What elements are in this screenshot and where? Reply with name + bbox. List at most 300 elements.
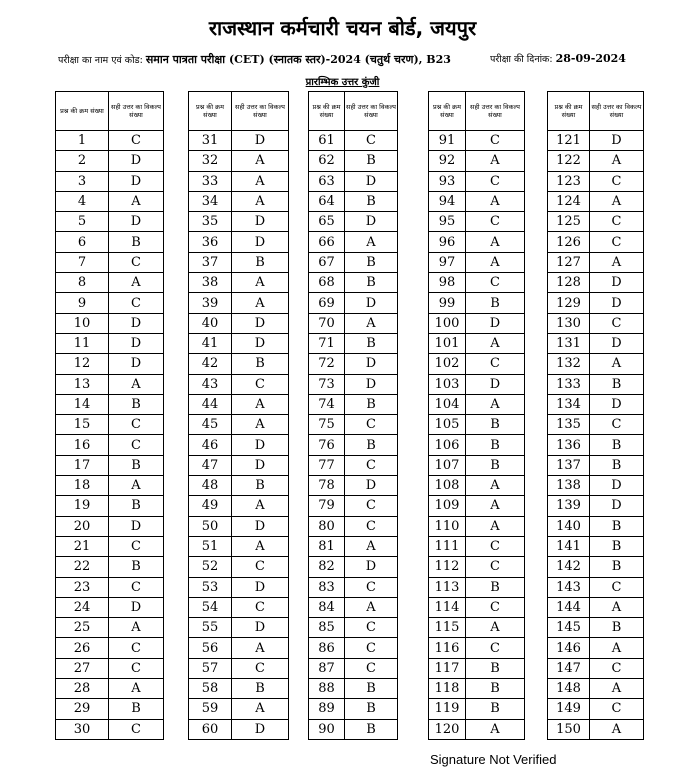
table-row <box>189 354 289 374</box>
answer-option: C <box>345 131 398 151</box>
table-row <box>189 455 289 475</box>
question-number: 140 <box>548 516 590 536</box>
question-number: 112 <box>429 557 466 577</box>
answer-option: B <box>590 455 644 475</box>
table-row <box>189 171 289 191</box>
table-row <box>309 333 398 353</box>
table-row <box>189 151 289 171</box>
answer-option: B <box>345 394 398 414</box>
table-row <box>189 699 289 719</box>
question-number: 51 <box>189 536 232 556</box>
answer-option: B <box>109 699 164 719</box>
answer-option: A <box>109 679 164 699</box>
answer-option: C <box>590 415 644 435</box>
answer-option-header: सही उत्तर का विकल्प संख्या <box>232 92 289 131</box>
exam-name-line <box>58 52 451 67</box>
answer-option: D <box>590 273 644 293</box>
answer-option: B <box>466 455 525 475</box>
table-row <box>309 638 398 658</box>
question-number: 4 <box>56 191 109 211</box>
question-number: 99 <box>429 293 466 313</box>
table-row <box>548 638 644 658</box>
answer-option: B <box>345 719 398 739</box>
table-row <box>548 476 644 496</box>
answer-option: D <box>109 171 164 191</box>
question-number: 136 <box>548 435 590 455</box>
answer-option: B <box>345 151 398 171</box>
table-row <box>548 232 644 252</box>
question-number: 102 <box>429 354 466 374</box>
question-number: 107 <box>429 455 466 475</box>
answer-option: C <box>109 435 164 455</box>
answer-option: B <box>590 516 644 536</box>
answer-option: C <box>590 171 644 191</box>
page-title: राजस्थान कर्मचारी चयन बोर्ड, जयपुर <box>208 16 477 40</box>
table-row <box>56 252 164 272</box>
table-row <box>56 354 164 374</box>
question-number: 135 <box>548 415 590 435</box>
question-number: 148 <box>548 679 590 699</box>
answer-key-table <box>188 91 289 740</box>
answer-option: C <box>109 577 164 597</box>
question-number: 97 <box>429 252 466 272</box>
answer-option: B <box>345 252 398 272</box>
table-row <box>189 131 289 151</box>
question-number: 50 <box>189 516 232 536</box>
table-row <box>189 232 289 252</box>
answer-option: C <box>109 658 164 678</box>
table-row <box>56 415 164 435</box>
question-number: 62 <box>309 151 345 171</box>
table-row <box>309 719 398 739</box>
question-number: 37 <box>189 252 232 272</box>
question-number: 75 <box>309 415 345 435</box>
question-number: 149 <box>548 699 590 719</box>
answer-option: D <box>109 597 164 617</box>
answer-option-header: सही उत्तर का विकल्प संख्या <box>466 92 525 131</box>
question-number: 48 <box>189 476 232 496</box>
table-row <box>309 374 398 394</box>
question-number: 120 <box>429 719 466 739</box>
table-row <box>548 252 644 272</box>
table-row <box>56 618 164 638</box>
question-number: 18 <box>56 476 109 496</box>
table-row <box>548 516 644 536</box>
table-row <box>429 496 525 516</box>
answer-option: C <box>109 293 164 313</box>
table-row <box>429 536 525 556</box>
table-header-row <box>56 92 164 131</box>
table-row <box>429 618 525 638</box>
question-number: 121 <box>548 131 590 151</box>
question-number: 1 <box>56 131 109 151</box>
answer-option: A <box>109 618 164 638</box>
question-number: 130 <box>548 313 590 333</box>
question-number: 142 <box>548 557 590 577</box>
table-row <box>56 557 164 577</box>
table-row <box>309 679 398 699</box>
table-row <box>548 212 644 232</box>
question-number: 133 <box>548 374 590 394</box>
answer-option: B <box>590 618 644 638</box>
answer-option: A <box>466 719 525 739</box>
question-number: 16 <box>56 435 109 455</box>
answer-key-table <box>547 91 644 740</box>
table-row <box>429 577 525 597</box>
answer-option: C <box>232 597 289 617</box>
table-row <box>309 354 398 374</box>
question-number: 6 <box>56 232 109 252</box>
answer-option: A <box>345 536 398 556</box>
answer-option: D <box>466 313 525 333</box>
question-number: 24 <box>56 597 109 617</box>
table-row <box>189 679 289 699</box>
table-row <box>309 293 398 313</box>
question-number: 123 <box>548 171 590 191</box>
answer-option: C <box>345 516 398 536</box>
answer-option: C <box>345 577 398 597</box>
answer-option: C <box>466 273 525 293</box>
table-row <box>309 394 398 414</box>
question-number: 92 <box>429 151 466 171</box>
question-number: 65 <box>309 212 345 232</box>
table-row <box>189 597 289 617</box>
answer-option: C <box>232 374 289 394</box>
table-row <box>548 597 644 617</box>
table-row <box>309 273 398 293</box>
question-number: 57 <box>189 658 232 678</box>
table-row <box>548 374 644 394</box>
answer-option: B <box>345 333 398 353</box>
table-row <box>309 516 398 536</box>
question-number: 95 <box>429 212 466 232</box>
table-row <box>429 658 525 678</box>
question-number: 137 <box>548 455 590 475</box>
question-number: 128 <box>548 273 590 293</box>
answer-option: A <box>466 232 525 252</box>
question-number: 132 <box>548 354 590 374</box>
answer-option: A <box>232 496 289 516</box>
question-number: 30 <box>56 719 109 739</box>
question-number: 146 <box>548 638 590 658</box>
answer-option: B <box>109 394 164 414</box>
question-number: 12 <box>56 354 109 374</box>
question-number: 96 <box>429 232 466 252</box>
table-row <box>429 679 525 699</box>
table-row <box>56 394 164 414</box>
answer-option: D <box>590 131 644 151</box>
answer-option: C <box>466 131 525 151</box>
table-row <box>548 273 644 293</box>
table-row <box>189 394 289 414</box>
answer-option: D <box>232 131 289 151</box>
answer-option: D <box>590 496 644 516</box>
question-number: 3 <box>56 171 109 191</box>
answer-option: B <box>345 435 398 455</box>
answer-option: C <box>590 212 644 232</box>
answer-option: A <box>590 638 644 658</box>
answer-option: D <box>345 171 398 191</box>
question-number: 71 <box>309 333 345 353</box>
question-number: 100 <box>429 313 466 333</box>
table-row <box>309 597 398 617</box>
table-row <box>189 577 289 597</box>
question-number: 46 <box>189 435 232 455</box>
question-number: 143 <box>548 577 590 597</box>
question-number: 125 <box>548 212 590 232</box>
answer-option: D <box>109 516 164 536</box>
table-row <box>429 293 525 313</box>
answer-option: D <box>345 557 398 577</box>
answer-option: C <box>466 597 525 617</box>
table-row <box>429 131 525 151</box>
table-row <box>429 638 525 658</box>
answer-option: A <box>345 597 398 617</box>
table-row <box>429 171 525 191</box>
question-number-header: प्रश्न की क्रम संख्या <box>548 92 590 131</box>
table-row <box>548 293 644 313</box>
answer-option: C <box>590 232 644 252</box>
table-row <box>429 333 525 353</box>
table-row <box>548 191 644 211</box>
table-row <box>309 536 398 556</box>
table-row <box>429 191 525 211</box>
question-number: 66 <box>309 232 345 252</box>
question-number: 111 <box>429 536 466 556</box>
table-row <box>548 131 644 151</box>
question-number: 78 <box>309 476 345 496</box>
table-row <box>189 638 289 658</box>
question-number: 91 <box>429 131 466 151</box>
table-row <box>548 415 644 435</box>
answer-option: C <box>345 455 398 475</box>
table-row <box>548 719 644 739</box>
table-row <box>548 577 644 597</box>
question-number: 70 <box>309 313 345 333</box>
answer-option: B <box>466 293 525 313</box>
answer-option-header: सही उत्तर का विकल्प संख्या <box>109 92 164 131</box>
answer-option: B <box>590 435 644 455</box>
table-row <box>189 374 289 394</box>
question-number: 35 <box>189 212 232 232</box>
question-number: 147 <box>548 658 590 678</box>
answer-option: C <box>345 638 398 658</box>
answer-option: C <box>232 557 289 577</box>
table-row <box>56 232 164 252</box>
table-row <box>548 354 644 374</box>
question-number: 63 <box>309 171 345 191</box>
question-number: 126 <box>548 232 590 252</box>
table-row <box>548 679 644 699</box>
table-row <box>189 516 289 536</box>
table-row <box>309 658 398 678</box>
answer-option: A <box>232 415 289 435</box>
question-number: 39 <box>189 293 232 313</box>
table-row <box>56 131 164 151</box>
table-row <box>429 151 525 171</box>
table-row <box>309 699 398 719</box>
table-row <box>189 191 289 211</box>
table-row <box>429 557 525 577</box>
exam-date: 28-09-2024 <box>555 52 626 65</box>
answer-option: A <box>466 191 525 211</box>
table-row <box>429 516 525 536</box>
answer-option: D <box>109 313 164 333</box>
answer-option: B <box>345 679 398 699</box>
answer-option: A <box>345 232 398 252</box>
answer-key-table <box>308 91 398 740</box>
question-number: 61 <box>309 131 345 151</box>
answer-option-header: सही उत्तर का विकल्प संख्या <box>345 92 398 131</box>
question-number: 45 <box>189 415 232 435</box>
answer-option: B <box>109 557 164 577</box>
table-row <box>189 719 289 739</box>
table-row <box>56 699 164 719</box>
table-row <box>189 435 289 455</box>
question-number: 85 <box>309 618 345 638</box>
question-number: 49 <box>189 496 232 516</box>
question-number: 141 <box>548 536 590 556</box>
table-row <box>548 618 644 638</box>
table-row <box>56 597 164 617</box>
table-row <box>56 191 164 211</box>
answer-option: A <box>109 191 164 211</box>
answer-option: C <box>345 618 398 638</box>
question-number: 73 <box>309 374 345 394</box>
answer-key-table <box>428 91 525 740</box>
answer-option: B <box>466 415 525 435</box>
question-number: 101 <box>429 333 466 353</box>
table-row <box>429 455 525 475</box>
question-number: 47 <box>189 455 232 475</box>
table-row <box>548 313 644 333</box>
question-number: 114 <box>429 597 466 617</box>
exam-name: समान पात्रता परीक्षा (CET) (स्नातक स्तर)-2024 (चतुर्थ चरण), B23 <box>145 53 451 66</box>
table-row <box>189 536 289 556</box>
question-number: 150 <box>548 719 590 739</box>
question-number: 84 <box>309 597 345 617</box>
answer-option: D <box>109 212 164 232</box>
table-row <box>56 273 164 293</box>
answer-option: C <box>109 252 164 272</box>
question-number: 68 <box>309 273 345 293</box>
table-row <box>56 719 164 739</box>
answer-option: C <box>590 699 644 719</box>
table-row <box>189 313 289 333</box>
question-number: 54 <box>189 597 232 617</box>
question-number: 67 <box>309 252 345 272</box>
table-row <box>189 333 289 353</box>
table-row <box>56 333 164 353</box>
answer-option: A <box>345 313 398 333</box>
table-row <box>429 252 525 272</box>
question-number: 40 <box>189 313 232 333</box>
question-number: 86 <box>309 638 345 658</box>
question-number: 94 <box>429 191 466 211</box>
answer-option: D <box>466 374 525 394</box>
table-row <box>548 658 644 678</box>
question-number: 98 <box>429 273 466 293</box>
table-row <box>429 435 525 455</box>
answer-option: B <box>466 658 525 678</box>
question-number: 76 <box>309 435 345 455</box>
exam-date-line <box>490 52 626 65</box>
table-row <box>56 435 164 455</box>
question-number: 115 <box>429 618 466 638</box>
answer-option: A <box>232 638 289 658</box>
table-row <box>429 273 525 293</box>
table-row <box>429 719 525 739</box>
question-number: 42 <box>189 354 232 374</box>
answer-option: B <box>466 679 525 699</box>
question-number: 104 <box>429 394 466 414</box>
question-number: 90 <box>309 719 345 739</box>
answer-option: D <box>109 354 164 374</box>
answer-option: C <box>109 536 164 556</box>
question-number: 21 <box>56 536 109 556</box>
table-row <box>56 536 164 556</box>
answer-option: A <box>466 151 525 171</box>
answer-option: D <box>109 151 164 171</box>
answer-option: A <box>232 273 289 293</box>
question-number: 5 <box>56 212 109 232</box>
question-number: 79 <box>309 496 345 516</box>
table-row <box>429 212 525 232</box>
answer-option: C <box>590 658 644 678</box>
answer-option: C <box>109 719 164 739</box>
answer-option: A <box>590 252 644 272</box>
table-row <box>309 455 398 475</box>
table-row <box>429 354 525 374</box>
answer-option: C <box>466 638 525 658</box>
answer-option: D <box>345 354 398 374</box>
answer-option: B <box>466 699 525 719</box>
question-number: 113 <box>429 577 466 597</box>
question-number: 22 <box>56 557 109 577</box>
question-number-header: प्रश्न की क्रम संख्या <box>309 92 345 131</box>
question-number: 7 <box>56 252 109 272</box>
answer-option: C <box>466 354 525 374</box>
question-number: 59 <box>189 699 232 719</box>
answer-option: B <box>232 476 289 496</box>
table-row <box>189 212 289 232</box>
question-number: 80 <box>309 516 345 536</box>
question-number: 43 <box>189 374 232 394</box>
answer-option: A <box>590 597 644 617</box>
table-row <box>548 435 644 455</box>
question-number: 60 <box>189 719 232 739</box>
answer-option: D <box>232 212 289 232</box>
question-number: 41 <box>189 333 232 353</box>
question-number: 25 <box>56 618 109 638</box>
answer-option: A <box>466 252 525 272</box>
answer-option: A <box>466 394 525 414</box>
answer-option: B <box>345 699 398 719</box>
table-row <box>56 679 164 699</box>
question-number: 83 <box>309 577 345 597</box>
subtitle-text: प्रारम्भिक उत्तर कुंजी <box>305 77 380 88</box>
answer-option: D <box>232 232 289 252</box>
question-number: 129 <box>548 293 590 313</box>
question-number: 32 <box>189 151 232 171</box>
question-number: 56 <box>189 638 232 658</box>
question-number: 139 <box>548 496 590 516</box>
question-number: 36 <box>189 232 232 252</box>
table-row <box>309 496 398 516</box>
question-number: 138 <box>548 476 590 496</box>
table-row <box>309 191 398 211</box>
table-row <box>56 476 164 496</box>
